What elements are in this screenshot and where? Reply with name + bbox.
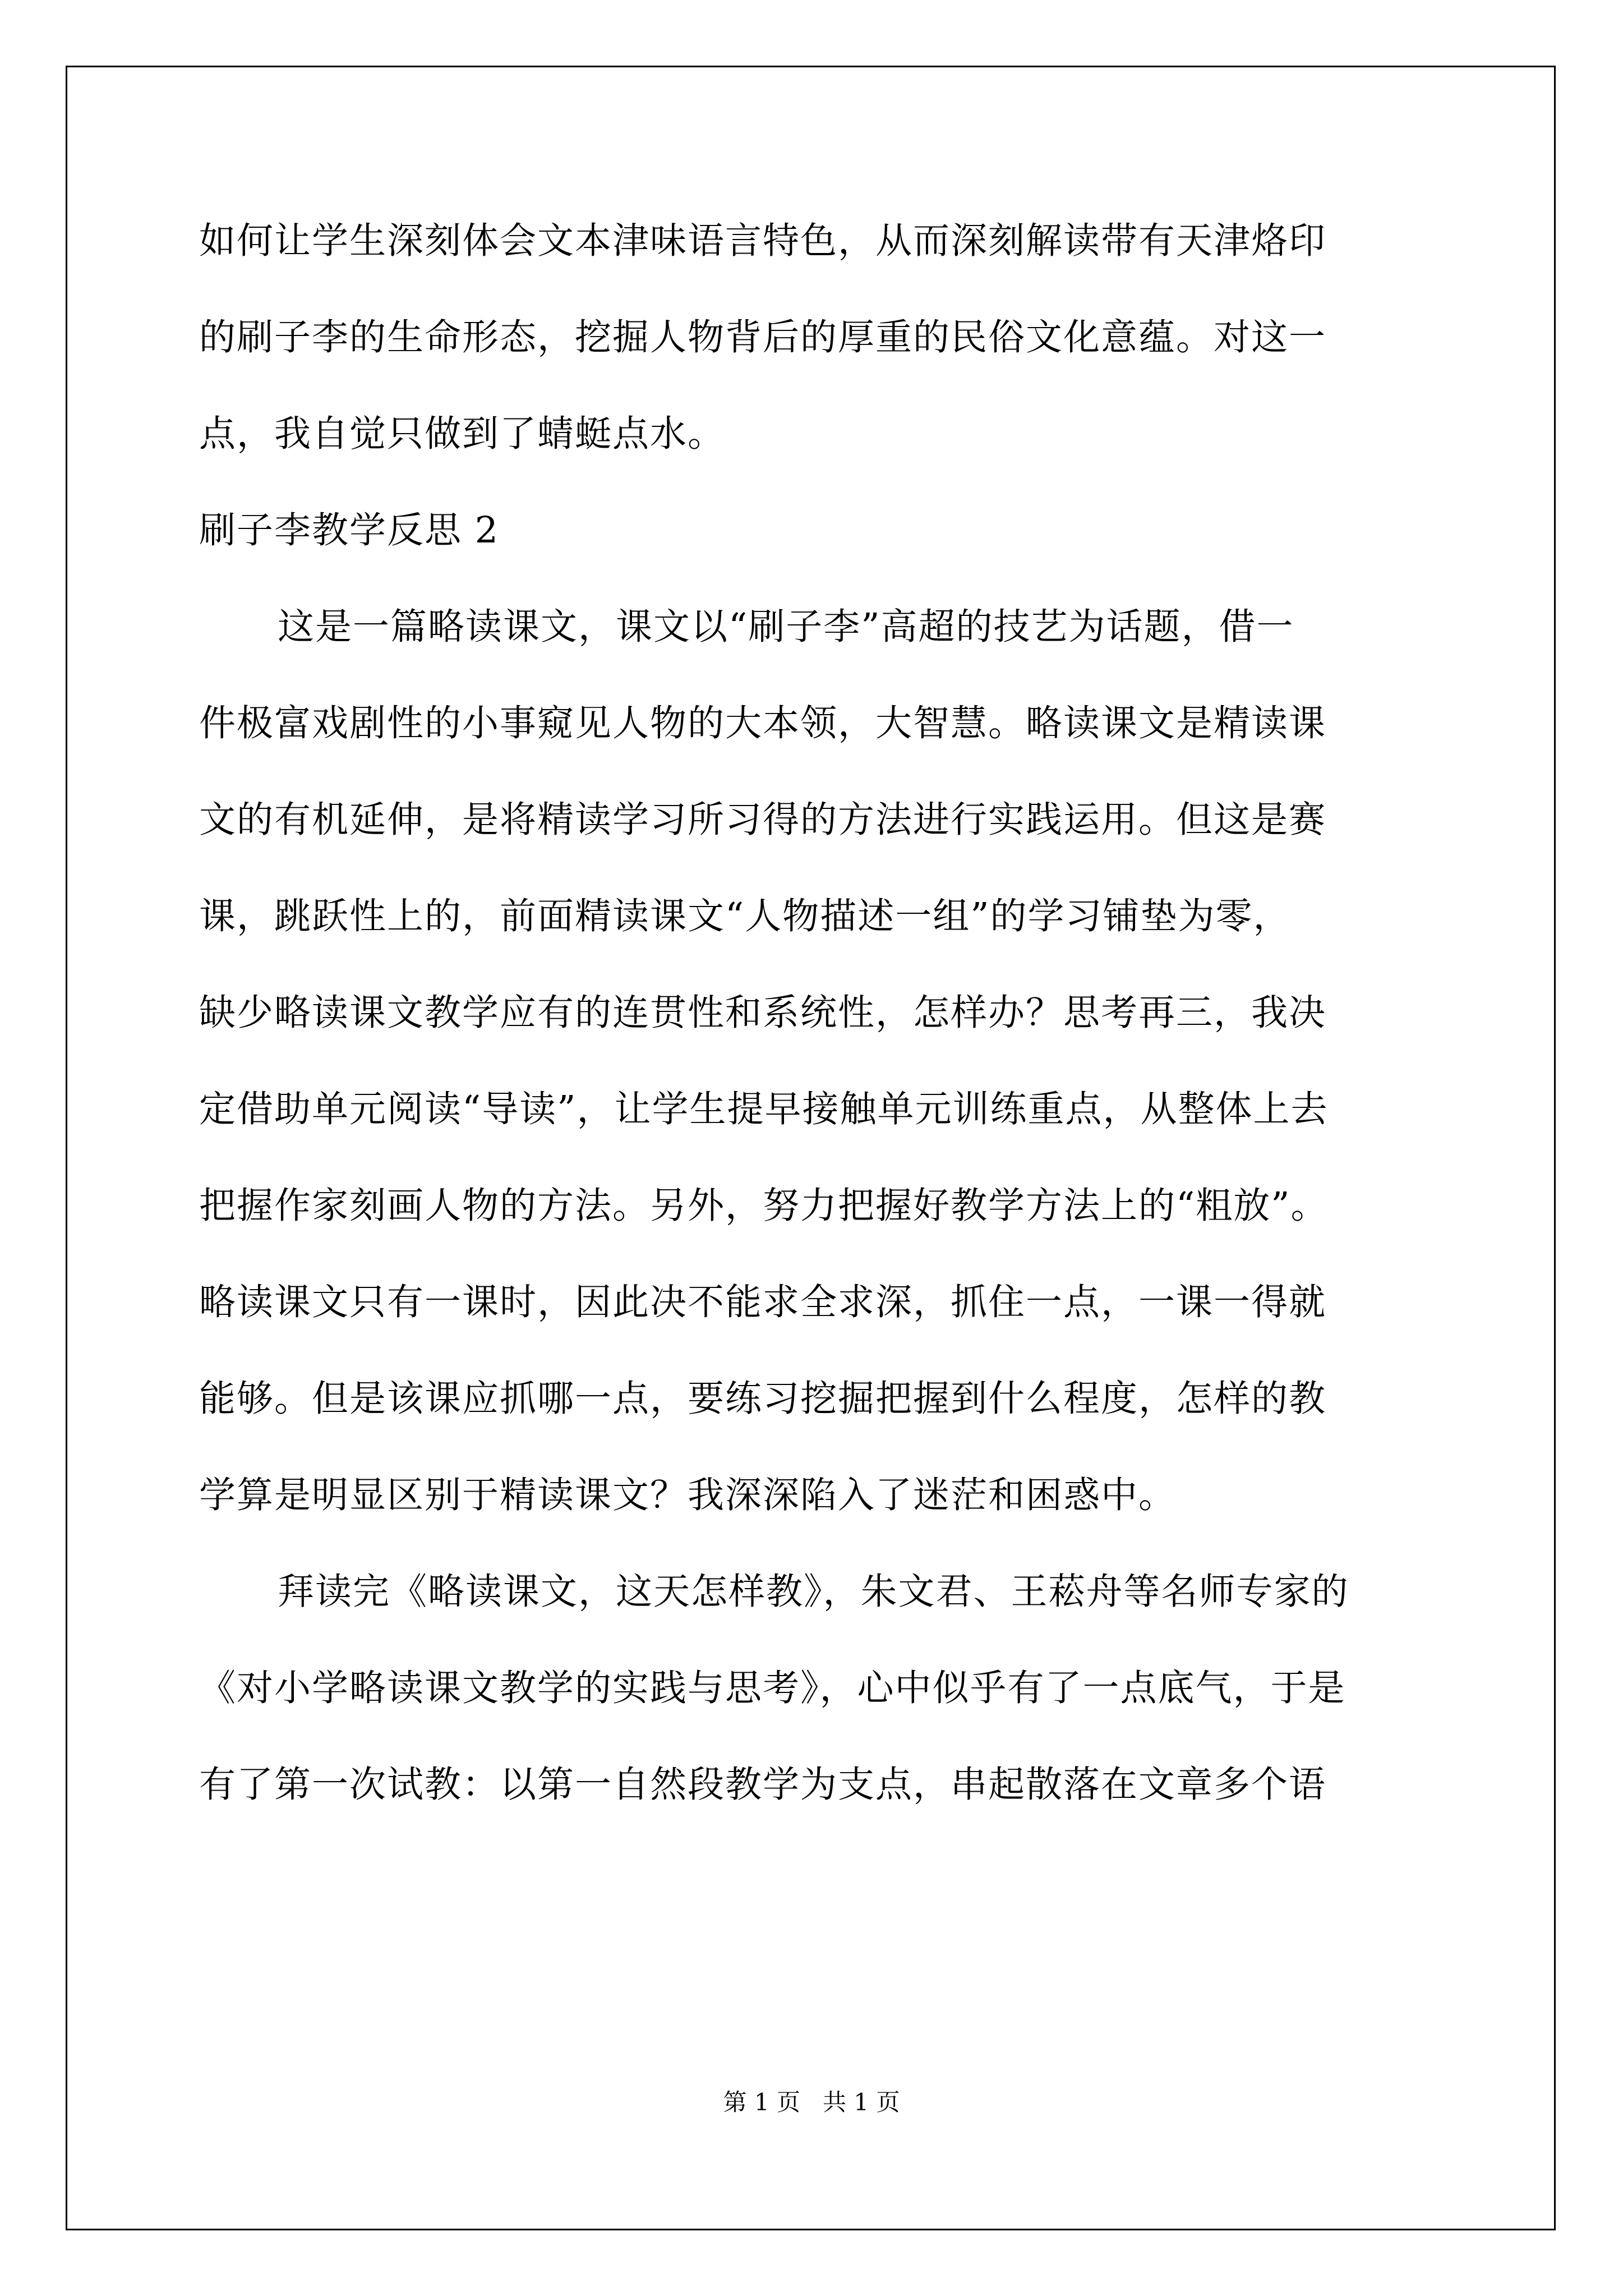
text-line: 文的有机延伸，是将精读学习所习得的方法进行实践运用。但这是赛 <box>199 799 1327 841</box>
text-line: 课，跳跃性上的，前面精读课文“人物描述一组”的学习铺垫为零， <box>199 895 1291 937</box>
text-line: 学算是明显区别于精读课文？我深深陷入了迷茫和困惑中。 <box>199 1474 1177 1516</box>
paragraph-first-line: 拜读完《略读课文，这天怎样教》，朱文君、王菘舟等名师专家的 <box>278 1571 1349 1613</box>
text-line: 把握作家刻画人物的方法。另外，努力把握好教学方法上的“粗放”。 <box>199 1185 1329 1227</box>
text-line: 定借助单元阅读“导读”，让学生提早接触单元训练重点，从整体上去 <box>199 1088 1329 1130</box>
paragraph-first-line: 这是一篇略读课文，课文以“刷子李”高超的技艺为话题，借一 <box>278 606 1294 648</box>
text-line: 缺少略读课文教学应有的连贯性和系统性，怎样办？思考再三，我决 <box>199 992 1327 1034</box>
section-heading: 刷子李教学反思 2 <box>199 509 500 551</box>
text-line: 如何让学生深刻体会文本津味语言特色，从而深刻解读带有天津烙印 <box>199 220 1327 262</box>
text-line: 略读课文只有一课时，因此决不能求全求深，抓住一点，一课一得就 <box>199 1281 1327 1323</box>
page-footer: 第 1 页 共 1 页 <box>723 2088 900 2116</box>
text-line: 《对小学略读课文教学的实践与思考》，心中似乎有了一点底气，于是 <box>199 1667 1346 1709</box>
text-line: 件极富戏剧性的小事窥见人物的大本领，大智慧。略读课文是精读课 <box>199 702 1327 744</box>
document-body <box>199 216 1438 1856</box>
text-line: 的刷子李的生命形态，挖掘人物背后的厚重的民俗文化意蕴。对这一 <box>199 316 1327 358</box>
text-line: 有了第一次试教：以第一自然段教学为支点，串起散落在文章多个语 <box>199 1764 1327 1806</box>
text-line: 能够。但是该课应抓哪一点，要练习挖掘把握到什么程度，怎样的教 <box>199 1378 1327 1420</box>
text-line: 点，我自觉只做到了蜻蜓点水。 <box>199 413 726 455</box>
